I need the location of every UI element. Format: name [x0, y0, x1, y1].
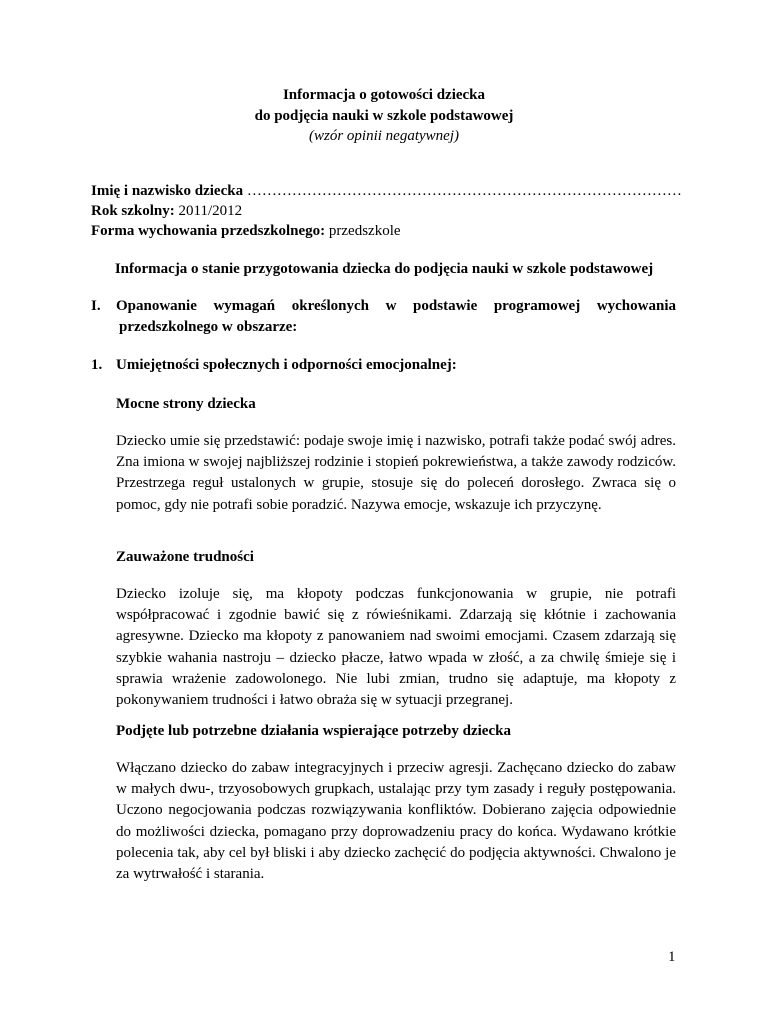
actions-paragraph: Włączano dziecko do zabaw integracyjnych i przeciw agresji. Zachęcano dziecko do zabaw w małych dwu-, trzyosobowych grupkach, ustalając przy tym zasady i reguły postępowania. Uczono negocjowania podczas rozwiązywania konfliktów. Dobierano zajęcia odpowiednie do możliwości dziecka, pomagano przy doprowadzeniu pracy do końca. Wydawano krótkie polecenia tak, aby cel był bliski i aby dziecko zachęcić do podjęcia aktywności. Chwalono je za wytrwałość i starania. [116, 760, 676, 883]
item-one-heading [91, 355, 457, 375]
strengths-paragraph: Dziecko umie się przedstawić: podaje swoje imię i nazwisko, potrafi także podać swój adres. Zna imiona w swojej najbliższej rodzinie i stopień pokrewieństwa, a także zawody rodziców. Przestrzega reguł ustalonych w grupie, stosuje się do poleceń dorosłego. Zwraca się o pomoc, gdy nie potrafi sobie poradzić. Nazywa emocje, wskazuje ich przyczynę. [116, 433, 676, 513]
child-name-field [91, 181, 682, 201]
part-one-number: I. [91, 298, 101, 314]
child-name-value: …………………………………………………………………………… [243, 183, 682, 199]
document-subtitle: (wzór opinii negatywnej) [309, 128, 459, 144]
school-year-label: Rok szkolny: [91, 203, 175, 219]
difficulties-heading: Zauważone trudności [116, 549, 254, 565]
child-name-label: Imię i nazwisko dziecka [91, 183, 244, 199]
section-title: Informacja o stanie przygotowania dziecka do podjęcia nauki w szkole podstawowej [114, 261, 654, 277]
item-one-title: Umiejętności społecznych i odporności emocjonalnej: [116, 357, 457, 373]
preschool-form-value: przedszkole [325, 223, 401, 239]
difficulties-paragraph: Dziecko izoluje się, ma kłopoty podczas funkcjonowania w grupie, nie potrafi współpracować i zgodnie bawić się z rówieśnikami. Zdarzają się kłótnie i zachowania agresywne. Dziecko ma kłopoty z panowaniem nad swoimi emocjami. Czasem zdarzają się szybkie wahania nastroju – dziecko płacze, łatwo wpada w złość, a za chwilę śmieje się i sprawia wrażenie zadowolonego. Nie lubi zmian, trudno się adaptuje, ma kłopoty z pokonywaniem trudności i łatwo obraża się w sytuacji przegranej. [116, 586, 676, 709]
part-one-text-line1: Opanowanie wymagań określonych w podstawie programowej wychowania [116, 298, 676, 314]
document-title-line2: do podjęcia nauki w szkole podstawowej [254, 108, 514, 124]
part-one-heading [91, 296, 676, 338]
preschool-form-field [91, 221, 401, 241]
school-year-field [91, 201, 242, 221]
document-title-line1: Informacja o gotowości dziecka [282, 87, 486, 103]
preschool-form-label: Forma wychowania przedszkolnego: [91, 223, 326, 239]
actions-heading: Podjęte lub potrzebne działania wspierające potrzeby dziecka [116, 723, 511, 739]
item-one-number: 1. [91, 357, 103, 373]
school-year-value: 2011/2012 [174, 203, 243, 219]
page-number: 1 [668, 949, 676, 965]
part-one-text-line2: przedszkolnego w obszarze: [119, 319, 298, 335]
strengths-heading: Mocne strony dziecka [116, 396, 256, 412]
